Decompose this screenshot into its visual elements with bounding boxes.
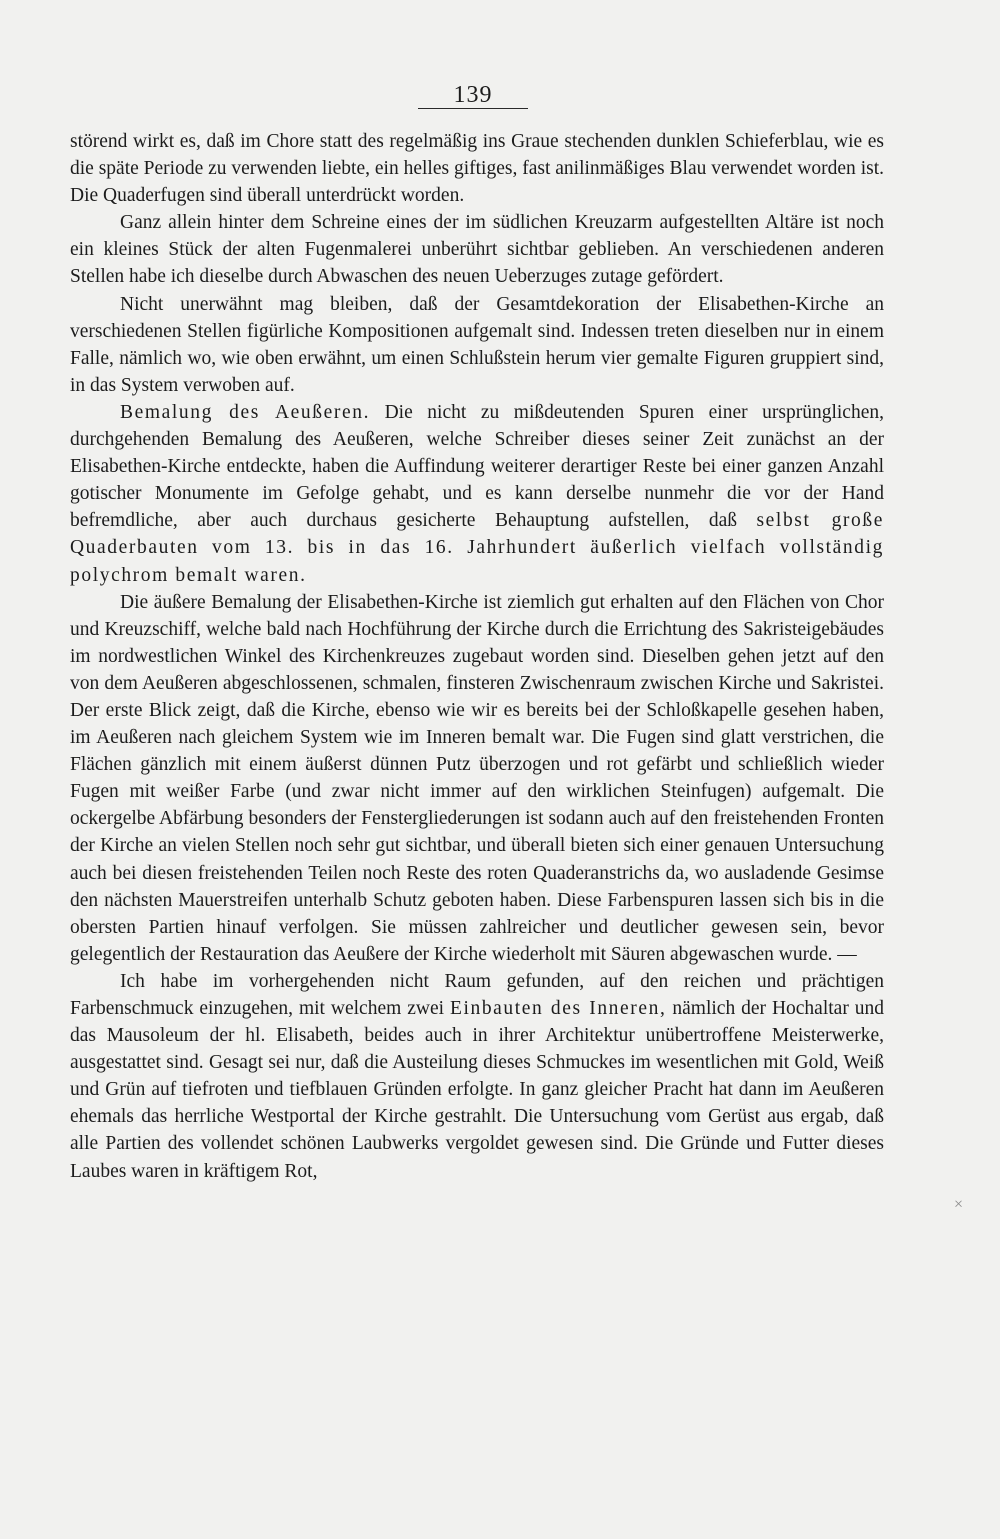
paragraph-fugenmalerei: Ganz allein hinter dem Schreine eines der im südlichen Kreuzarm aufgestellten Altäre ist noch ein kleines Stück der alten Fugenmalerei unberührt sichtbar geblieben. An verschiedenen anderen Stellen habe ich dieselbe durch Abwaschen des neuen Ueberzuges zutage gefördert. [70, 212, 884, 288]
paragraph-text-tail: nämlich der Hochaltar und das Mausoleum der hl. Elisabeth, beides auch in ihrer Architektur unübertroffene Meisterwerke, ausgestattet sind. Gesagt sei nur, daß die Austeilung dieses Schmuckes im wesentlichen mit Gold, Weiß und Grün auf tiefroten und tiefblauen Gründen erfolgte. In ganz gleicher Pracht hat dann im Aeußeren ehemals das herrliche Westportal der Kirche gestrahlt. Die Untersuchung vom Gerüst aus ergab, daß alle Partien des vollendet schönen Laubwerks vergoldet gewesen sind. Die Gründe und Futter dieses Laubes waren in kräftigem Rot, [70, 998, 884, 1182]
margin-cross-mark: × [954, 1196, 964, 1213]
paragraph-text: Die nicht zu mißdeutenden Spuren einer ursprünglichen, durchgehenden Bemalung des Aeußeren, welche Schreiber dieses seiner Zeit zunächst an der Elisabethen-Kirche entdeckte, haben die Auffindung weiterer derartiger Reste bei einer ganzen Anzahl gotischer Monumente im Gefolge gehabt, und es kann derselbe nunmehr die vor der Hand befremdliche, aber auch durchaus gesicherte Behauptung aufstellen, daß [70, 401, 884, 532]
paragraph-farbenschmuck [70, 968, 884, 1185]
emphasized-einbauten: Einbauten des Inneren, [449, 998, 667, 1019]
paragraph-bemalung-aeusseren [70, 399, 884, 589]
page-number: 139 [453, 82, 493, 108]
page-number-rule [418, 108, 528, 109]
section-heading-bemalung: Bemalung des Aeußeren. [120, 401, 371, 423]
body-text [70, 128, 884, 1185]
paragraph-aeussere-bemalung: Die äußere Bemalung der Elisabethen-Kirche ist ziemlich gut erhalten auf den Flächen von Chor und Kreuzschiff, welche bald nach Hochführung der Kirche durch die Errichtung des Sakristeigebäudes im nordwestlichen Winkel des Kirchenkreuzes zugebaut worden sind. Dieselben gehen jetzt auf den von dem Aeußeren abgeschlossenen, schmalen, finsteren Zwischenraum zwischen Kirche und Sakristei. Der erste Blick zeigt, daß die Kirche, ebenso wie wir es bereits bei der Schloßkapelle gesehen haben, im Aeußeren nach gleichem System wie im Inneren bemalt war. Die Fugen sind glatt verstrichen, die Flächen gänzlich mit einem äußerst dünnen Putz überzogen und rot gefärbt und schließlich wieder Fugen mit weißer Farbe (und zwar nicht immer auf den wirklichen Steinfugen) aufgemalt. Die ockergelbe Abfärbung besonders der Fenstergliederungen ist sodann auch auf den freistehenden Fronten der Kirche an vielen Stellen noch sehr gut sichtbar, und überall bieten sich einer genauen Untersuchung auch bei diesen freistehenden Teilen noch Reste des roten Quaderanstrichs da, wo ausladende Gesimse den nächsten Mauerstreifen unterhalb Schutz geboten haben. Diese Farbenspuren lassen sich bis in die obersten Partien hinauf verfolgen. Sie müssen zahlreicher und deutlicher gewesen sein, bevor gelegentlich der Restauration das Aeußere der Kirche wiederholt mit Säuren abgewaschen wurde. — [70, 591, 884, 965]
paragraph-figurliche-kompositionen: Nicht unerwähnt mag bleiben, daß der Gesamtdekoration der Elisabethen-Kirche an verschiedenen Stellen figürliche Kompositionen aufgemalt sind. Indessen treten dieselben nur in einem Falle, nämlich wo, wie oben erwähnt, um einen Schlußstein herum vier gemalte Figuren gruppiert sind, in das System verwoben auf. [70, 293, 884, 396]
paragraph-continuation: störend wirkt es, daß im Chore statt des regelmäßig ins Graue stechenden dunklen Schieferblau, wie es die späte Periode zu verwenden liebte, ein helles giftiges, fast anilinmäßiges Blau verwendet worden ist. Die Quaderfugen sind überall unterdrückt worden. [70, 131, 884, 207]
paragraph-text: Ich habe im vorhergehenden nicht Raum gefunden, auf den reichen und prächtigen Farbenschmuck einzugehen, mit welchem zwei [70, 970, 884, 1019]
emphasized-statement: selbst große Quaderbauten vom 13. bis in das 16. Jahrhundert äußerlich vielfach vollständig polychrom bemalt waren. [70, 510, 884, 586]
